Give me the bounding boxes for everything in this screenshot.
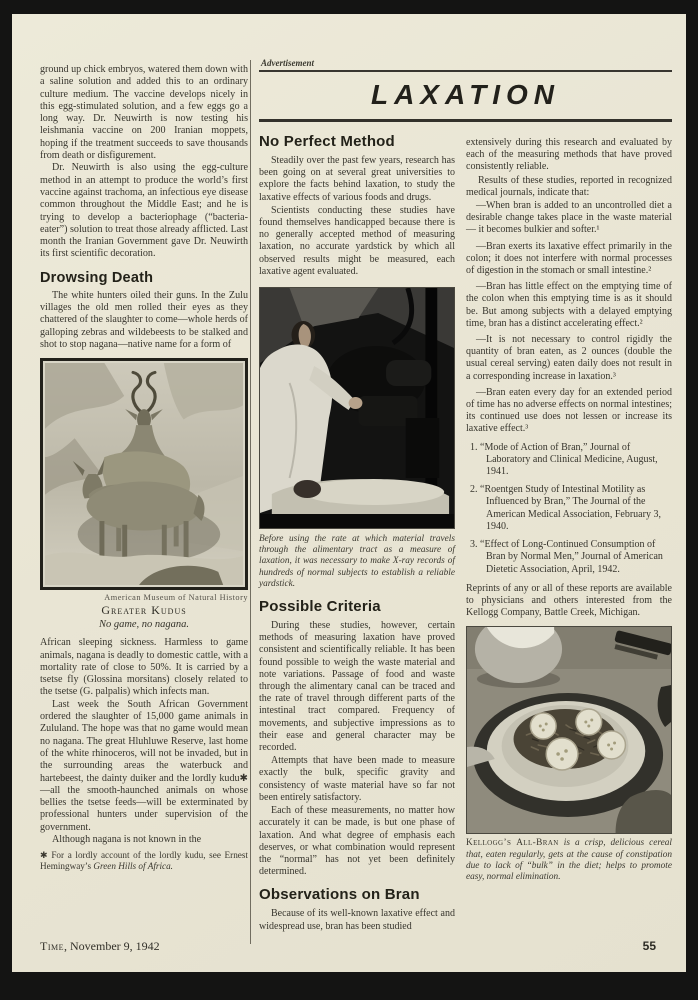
reprints-paragraph: Reprints of any or all of these reports are available to physicians and others interested from the Kellogg Company, Battle Creek, Michigan. xyxy=(466,582,672,619)
magazine-name: Time xyxy=(40,939,64,953)
editorial-column xyxy=(40,64,248,872)
kudu-photo-title: Greater Kudus xyxy=(101,603,187,618)
editorial-paragraph: African sleeping sickness. Harmless to game animals, nagana is deadly to domestic cattle, with a mortality rate of close to 50%. It is carried by a tsetse fly (Glossina morsitans) closely related to the tsetse (G. palpalis) which infects man. xyxy=(40,637,248,698)
page-number: 55 xyxy=(642,939,656,953)
editorial-paragraph: Last week the South African Government ordered the slaughter of 15,000 game animals in Zululand. The hope was that no game would mean no nagana. The great Hluhluwe Reserve, last home of the white rhinoceros, will not be invaded, but in the surrounding areas the waterbuck and hartebeest, the dainty duiker and the lordly kudu✱—all the smooth-haunched animals on whose bellies the tsetse feeds—will be exterminated by professional hunters under supervision of the government. xyxy=(40,698,248,833)
finding-bullet: —Bran exerts its laxative effect primarily in the colon; it does not interfere with normal processes of digestion in the stomach or small intestine.² xyxy=(466,240,672,277)
ad-columns xyxy=(259,122,672,950)
ad-column-2 xyxy=(466,122,672,883)
editorial-paragraph: ground up chick embryos, watered them down with a saline solution and added this to an ordinary culture medium. The vaccine develops nicely in this egg-stimulated solution, and a few eggs go a long way. Dr. Neuwirth is now testing his leishmania vaccine on 200 Iranian moppets, hoping if the treatment succeeds to save thousands from death or disfigurement. xyxy=(40,64,248,162)
kudu-photo-illustration xyxy=(45,363,243,585)
reference-item: 1. “Mode of Action of Bran,” Journal of Laboratory and Clinical Medicine, August, 1941. xyxy=(470,441,658,478)
finding-bullet: —Bran has little effect on the emptying time of the colon when this emptying time is as it should be. But among subjects with a delayed emptying time, bran has a distinct accelerating effect.² xyxy=(466,281,672,329)
finding-bullet: —It is not necessary to control rigidly the quantity of bran eaten, as 2 ounces (double the usual cereal serving) eaten daily does not result in a corresponding increase in laxation.³ xyxy=(466,334,672,382)
heading-possible-criteria: Possible Criteria xyxy=(259,598,381,616)
heading-observations-on-bran: Observations on Bran xyxy=(259,886,420,904)
advertisement-label: Advertisement xyxy=(261,58,314,68)
reference-item: 3. “Effect of Long-Continued Consumption of Bran by Normal Men,” Journal of American Dietetic Association, April, 1942. xyxy=(470,539,663,575)
magazine-page xyxy=(12,14,686,972)
cereal-photo-illustration xyxy=(467,627,671,833)
ad-paragraph: Each of these measurements, no matter how accurately it can be made, is but one phase of laxation. And what degree of emphasis each deserves, or what combination would represent the “normal” has not yet been definitely determined. xyxy=(259,805,455,878)
section-heading-drowsing-death: Drowsing Death xyxy=(40,269,154,286)
cereal-caption-brand: Kellogg’s All-Bran xyxy=(466,838,559,849)
finding-bullet: —When bran is added to an uncontrolled diet a desirable change takes place in the waste material — it becomes bulkier and softer.¹ xyxy=(466,200,672,236)
cereal-caption-text: is a crisp, delicious cereal that, eaten regularly, gets at the cause of constipation due to lack of “bulk” in the diet; helps to promote easy, normal elimination. xyxy=(466,838,672,882)
footnote-book-title: Green Hills of Africa. xyxy=(93,861,173,872)
column-divider-rule xyxy=(250,60,251,944)
editorial-paragraph: Although nagana is not known in the xyxy=(52,833,202,845)
cereal-photo-caption xyxy=(466,838,672,883)
reference-list xyxy=(470,442,672,576)
footnote-marker: ✱ xyxy=(40,850,48,861)
heading-no-perfect-method: No Perfect Method xyxy=(259,133,395,150)
ad-paragraph: Scientists conducting these studies have found themselves handicapped because there is no generally accepted method of measuring laxation, no accurate yardstick by which all observed results might be measured, each laxative agent evaluated. xyxy=(259,204,455,277)
advertisement xyxy=(259,58,672,950)
finding-bullet: —Bran eaten every day for an extended period of time has no adverse effects on normal intestines; its continued use does not lessen or increase its laxative effect.³ xyxy=(466,386,672,435)
all-bran-cereal-photo xyxy=(466,626,672,834)
reference-item: 2. “Roentgen Study of Intestinal Motility as Influenced by Bran,” The Journal of the American Medical Association, February 3, 1940. xyxy=(470,484,661,532)
ad-paragraph: During these studies, however, certain methods of measuring laxation have proved consistent and scientifically reliable. It has been found possible to weigh the waste material and note variations. Passage of food and waste through the alimentary canal can be traced and the rate of travel through different parts of the intestinal tract compared. Frequency of movements, and subjective impressions as to their ease and general character may be recorded. xyxy=(259,620,455,754)
ad-title: LAXATION xyxy=(370,79,561,110)
ad-paragraph: Attempts that have been made to measure exactly the bulk, specific gravity and consistency of waste material have so far not been entirely satisfactory. xyxy=(259,755,455,803)
kudu-photo-credit: American Museum of Natural History xyxy=(104,593,248,603)
editorial-paragraph: The white hunters oiled their guns. In the Zulu villages the old men rolled their eyes as they chattered of the slaughter to come—whole herds of galloping zebras and wildebeests to be stalked and shot to stop nagana—native name for a form of xyxy=(40,289,248,350)
xray-exam-photo xyxy=(259,287,455,529)
footnote xyxy=(40,850,248,872)
ad-paragraph: Results of these studies, reported in recognized medical journals, indicate that: xyxy=(466,174,672,198)
editorial-paragraph: Dr. Neuwirth is also using the egg-culture method in an attempt to produce the world’s first vaccine against trachoma, an infectious eye disease common throughout the Middle East; and he is trying to develop a bacteriophage (“bacteria-eater”) solution to treat those already afflicted. Last month the Iranian Government gave Dr. Neuwirth its first scientific decoration. xyxy=(40,162,248,260)
ad-paragraph: extensively during this research and evaluated by each of the measuring methods that have proved consistently reliable. xyxy=(466,137,672,173)
kudu-photo-caption: No game, no nagana. xyxy=(98,619,190,631)
footnote-text: For a lordly account of the lordly kudu, see Ernest Hemingway’s xyxy=(40,850,248,872)
xray-photo-caption: Before using the rate at which material travels through the alimentary tract as a measure of laxation, it was necessary to make X-ray records of hundreds of normal subjects to establish a reliable yardstick. xyxy=(259,534,455,589)
kudu-photo xyxy=(40,358,248,590)
ad-paragraph: Because of its well-known laxative effect and widespread use, bran has been studied xyxy=(259,908,455,932)
ad-paragraph: Steadily over the past few years, research has been going on at several great universities to explore the facts behind laxation, to study the laxative effects of various foods and drugs. xyxy=(259,155,455,203)
xray-photo-illustration xyxy=(260,288,454,528)
issue-date: , November 9, 1942 xyxy=(64,939,160,953)
ad-column-1 xyxy=(259,122,455,934)
issue-date-footer xyxy=(40,939,160,954)
